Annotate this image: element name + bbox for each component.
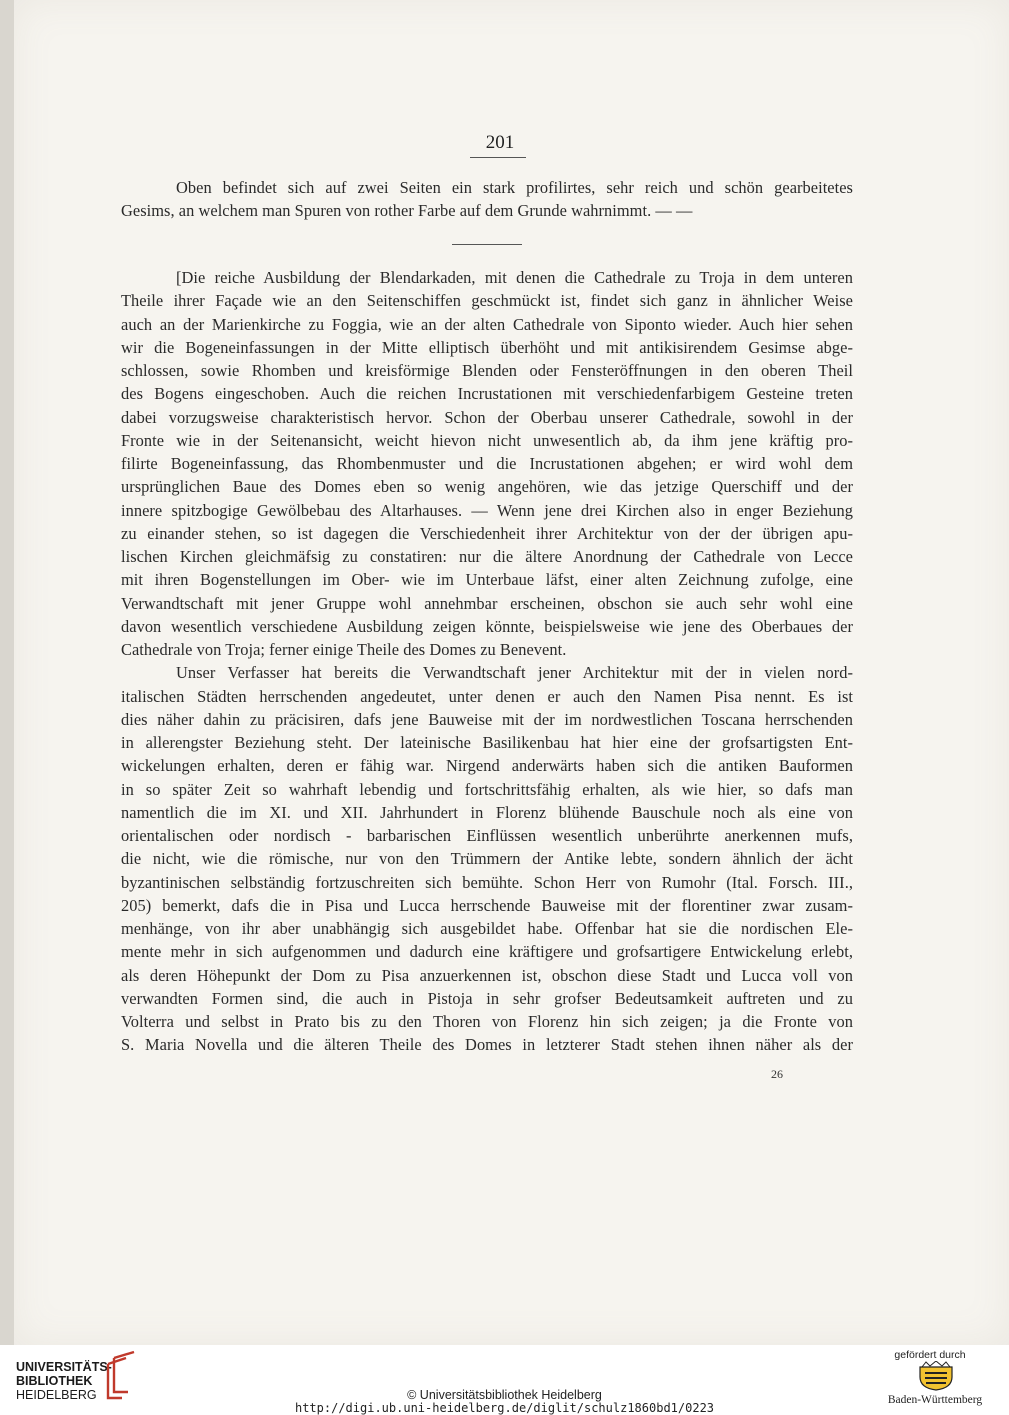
text-line: des Bogens eingeschoben. Auch die reichen Incrustationen mit verschiedenfarbigem Gesteine treten [121,384,853,404]
text-line: davon wesentlich verschiedene Ausbildung zeigen könnte, beispielsweise wie jene des Oberbaues der [121,616,853,636]
text-line: orientalischen oder nordisch - barbarischen Einflüssen wesentlich unberührte anerkennen mufs, [121,826,853,845]
library-name-line3: HEIDELBERG [16,1388,97,1402]
text-line: filirte Bogeneinfassung, das Rhombenmuster und die Incrustationen abgehen; er wird wohl dem [121,454,853,473]
library-name-line2: BIBLIOTHEK [16,1374,93,1388]
text-line: Verwandtschaft mit jener Gruppe wohl annehmbar erscheinen, obschon sie auch sehr wohl eine [121,593,853,613]
permalink-url[interactable]: http://digi.ub.uni-heidelberg.de/diglit/schulz1860bd1/0223 [294,1401,715,1415]
text-line: innere spitzbogige Gewölbebau des Altarhauses. — Wenn jene drei Kirchen also in enger Beziehung [121,500,853,520]
library-name-line1: UNIVERSITÄTS- [16,1360,112,1374]
baden-wuerttemberg-crest-icon [916,1361,956,1391]
text-line: Fronte wie in der Seitenansicht, weicht hievon nicht unwesentlich ab, da ihm jene kräftig pro- [121,430,853,450]
text-line: Unser Verfasser hat bereits die Verwandtschaft jener Architektur mit der in vielen nord- [176,663,853,683]
body-text [121,266,853,1057]
copyright-notice: © Universitätsbibliothek Heidelberg [407,1388,602,1402]
text-line: Volterra und selbst in Prato bis zu den Thoren von Florenz hin sich zeigen; ja die Fronte von [121,1012,853,1031]
text-line: italischen Städten herrschenden angedeutet, unter denen er auch den Namen Pisa nennt. Es ist [121,686,853,706]
text-line: dabei vorzugsweise charakteristisch hervor. Schon der Oberbau unserer Cathedrale, sowohl in der [121,407,853,427]
text-line: die nicht, wie die römische, nur von den Trümmern der Antike lebte, sondern ähnlich der ächt [121,849,853,869]
text-line: in allerengster Beziehung steht. Der lateinische Basilikenbau hat hier eine der grofsartigsten Ent- [121,733,853,752]
text-line: [Die reiche Ausbildung der Blendarkaden, mit denen die Cathedrale zu Troja in dem unteren [176,268,853,287]
sponsor-name: Baden-Württemberg [887,1394,983,1406]
text-line: namentlich die im XI. und XII. Jahrhundert in Florenz blühende Bauschule noch als eine von [121,802,853,822]
text-line: menhänge, von ihr aber unabhängig sich ausgebildet habe. Offenbar hat sie die nordischen Ele- [121,919,853,938]
text-line: zu einander stehen, so ist dagegen die Verschiedenheit ihrer Architektur von der der übrigen apu- [121,523,853,543]
text-line: Cathedrale von Troja; ferner einige Theile des Domes zu Benevent. [121,640,567,659]
intro-paragraph [121,176,853,223]
text-line: verwandten Formen sind, die auch in Pistoja in sehr grofser Bedeutsamkeit auftreten und zu [121,988,853,1008]
text-line: als deren Höhepunkt der Dom zu Pisa anzuerkennen ist, obschon diese Stadt und Lucca voll von [121,965,853,985]
text-line: Theile ihrer Façade wie an den Seitenschiffen geschmückt ist, findet sich ganz in ähnlicher Weise [121,291,853,311]
text-line: schlossen, sowie Rhomben und kreisförmige Blenden oder Fensteröffnungen in den oberen Theil [121,361,853,380]
text-line: dies näher dahin zu präcisiren, dafs jene Bauweise mit der im nordwestlichen Toscana herrschenden [121,709,853,729]
text-line: ursprünglichen Baue des Domes eben so wenig angehören, wie das jetzige Querschiff und der [121,477,853,497]
text-line: S. Maria Novella und die älteren Theile des Domes in letzterer Stadt stehen ihnen näher als der [121,1035,853,1055]
sponsor-label: gefördert durch [894,1349,966,1361]
section-separator [452,244,522,245]
text-line: auch an der Marienkirche zu Foggia, wie an der alten Cathedrale von Siponto wieder. Auch hier sehen [121,314,853,334]
text-line: Oben befindet sich auf zwei Seiten ein stark profilirtes, sehr reich und schön gearbeitetes [176,178,853,197]
page-number: 201 [485,132,515,153]
book-gutter-edge [0,0,15,1345]
text-line: mit ihren Bogenstellungen im Ober- wie im Unterbaue läfst, einer alten Zeichnung zufolge, eine [121,570,853,590]
text-line: wickelungen erhalten, deren er fähig war. Nirgend anderwärts haben sich die antiken Bauformen [121,756,853,776]
text-line: mente mehr in sich aufgenommen und dadurch eine kräftigere und grofsartigere Entwickelung erlebt, [121,942,853,962]
text-line: lischen Kirchen gleichmäfsig zu constatiren: nur die ältere Anordnung der Cathedrale von Lecce [121,547,853,566]
text-line: in so später Zeit so wahrhaft lebendig und fortschrittsfähig erhalten, als wie hier, so dafs man [121,779,853,799]
text-line: 205) bemerkt, dafs die in Pisa und Lucca herrschende Bauweise mit der florentiner zwar zusam- [121,895,853,915]
text-line: Gesims, an welchem man Spuren von rother Farbe auf dem Grunde wahrnimmt. — — [121,201,693,221]
text-line: wir die Bogeneinfassungen in der Mitte elliptisch überhöht und mit antikisirendem Gesimse abge- [121,337,853,357]
text-line: byzantinischen selbständig fortzuschreiten sich bemühte. Schon Herr von Rumohr (Ital. Forsch. III., [121,872,853,892]
printer-signature: 26 [771,1067,783,1081]
page-number-rule [470,157,526,158]
